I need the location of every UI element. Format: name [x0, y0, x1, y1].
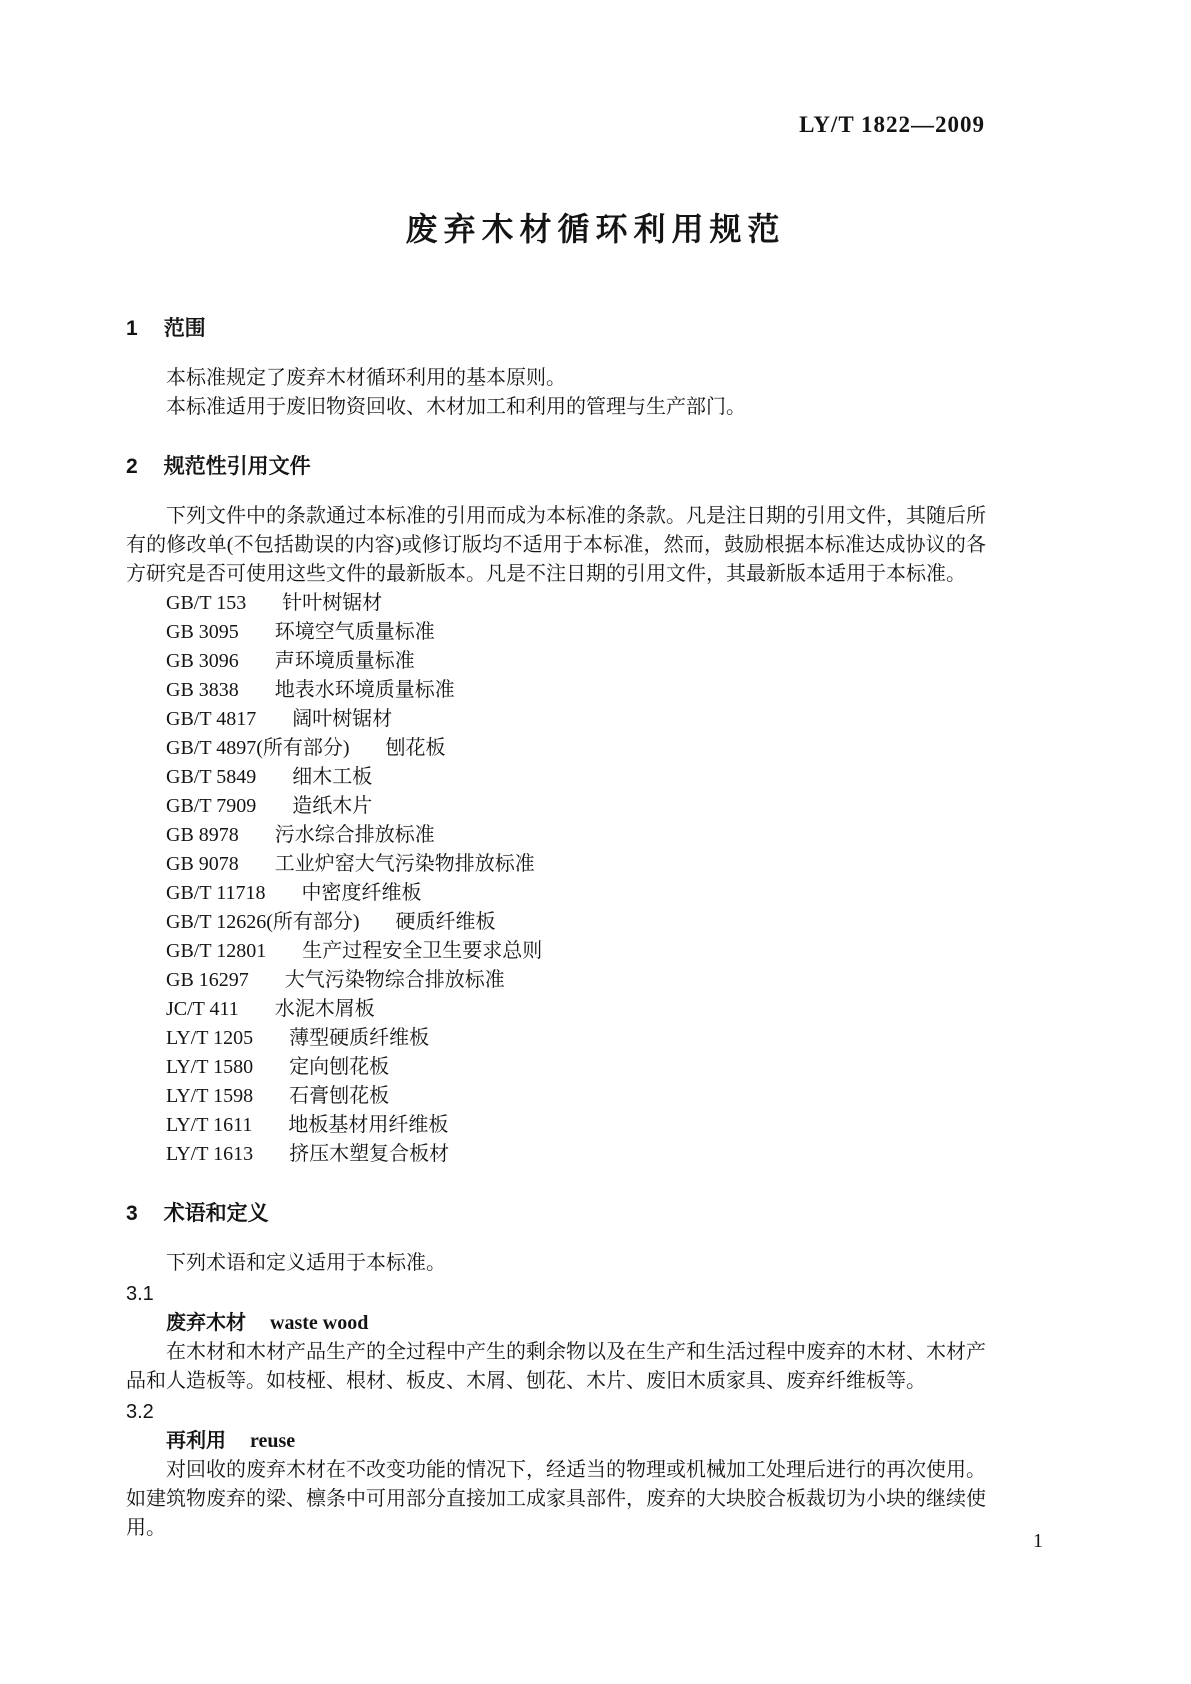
reference-code: GB/T 7909: [166, 795, 257, 817]
page-number: 1: [1033, 1530, 1043, 1552]
reference-title: 针叶树锯材: [282, 592, 383, 614]
reference-code: GB 8978: [166, 824, 239, 846]
standard-code: LY/T 1822—2009: [799, 112, 985, 137]
reference-item: [126, 995, 986, 1024]
section-number: 1: [126, 317, 138, 340]
reference-title: 细木工板: [292, 766, 373, 788]
term-entry: [126, 1280, 986, 1396]
section-number: 2: [126, 455, 138, 478]
reference-code: GB 9078: [166, 853, 239, 875]
terms-intro: 下列术语和定义适用于本标准。: [166, 1252, 446, 1274]
term-definition: 在木材和木材产品生产的全过程中产生的剩余物以及在生产和生活过程中废弃的木材、木材产品和人造板等。如枝桠、根材、板皮、木屑、刨花、木片、废旧木质家具、废弃纤维板等。: [126, 1341, 986, 1392]
reference-title: 水泥木屑板: [274, 998, 375, 1020]
section-heading-scope: [126, 316, 986, 342]
section-number: 3: [126, 1202, 138, 1225]
reference-code: JC/T 411: [166, 998, 239, 1020]
reference-code: GB 3838: [166, 679, 239, 701]
reference-item: [126, 792, 986, 821]
reference-item: [126, 879, 986, 908]
reference-item: [126, 1024, 986, 1053]
reference-code: LY/T 1580: [166, 1056, 254, 1078]
term-entry: [126, 1398, 986, 1543]
reference-title: 中密度纤维板: [301, 882, 422, 904]
term-title: [126, 1309, 986, 1338]
reference-title: 造纸木片: [292, 795, 373, 817]
reference-code: LY/T 1598: [166, 1085, 254, 1107]
term-number: 3.2: [126, 1401, 154, 1423]
reference-list: [126, 589, 986, 1169]
reference-title: 刨花板: [385, 737, 446, 759]
term-number: 3.1: [126, 1283, 154, 1305]
scope-paragraph: 本标准适用于废旧物资回收、木材加工和利用的管理与生产部门。: [166, 396, 746, 418]
reference-title: 定向刨花板: [289, 1056, 390, 1078]
reference-item: [126, 1053, 986, 1082]
document-title: 废弃木材循环利用规范: [405, 211, 786, 247]
reference-title: 生产过程安全卫生要求总则: [302, 940, 543, 962]
reference-item: [126, 618, 986, 647]
reference-item: [126, 734, 986, 763]
section-title: 规范性引用文件: [163, 455, 311, 478]
reference-title: 环境空气质量标准: [274, 621, 435, 643]
section-heading-terms: [126, 1201, 986, 1227]
scope-paragraph: 本标准规定了废弃木材循环利用的基本原则。: [166, 367, 566, 389]
reference-item: [126, 821, 986, 850]
term-english: waste wood: [270, 1312, 369, 1334]
reference-code: LY/T 1613: [166, 1143, 254, 1165]
normative-references-intro: 下列文件中的条款通过本标准的引用而成为本标准的条款。凡是注日期的引用文件，其随后所有的修改单(不包括勘误的内容)或修订版均不适用于本标准，然而，鼓励根据本标准达成协议的各方研究是否可使用这些文件的最新版本。凡是不注日期的引用文件，其最新版本适用于本标准。: [126, 505, 986, 585]
reference-item: [126, 966, 986, 995]
section-title: 范围: [163, 317, 206, 340]
document-body: [126, 316, 986, 1543]
reference-code: GB/T 5849: [166, 766, 257, 788]
reference-code: GB/T 11718: [166, 882, 266, 904]
reference-item: [126, 1140, 986, 1169]
reference-title: 地板基材用纤维板: [288, 1114, 449, 1136]
reference-code: GB/T 12801: [166, 940, 267, 962]
reference-item: [126, 705, 986, 734]
term-title: [126, 1427, 986, 1456]
reference-title: 挤压木塑复合板材: [289, 1143, 450, 1165]
reference-item: [126, 647, 986, 676]
reference-item: [126, 937, 986, 966]
reference-title: 大气污染物综合排放标准: [284, 969, 505, 991]
reference-code: GB 3095: [166, 621, 239, 643]
reference-item: [126, 908, 986, 937]
reference-title: 硬质纤维板: [395, 911, 496, 933]
reference-title: 阔叶树锯材: [292, 708, 393, 730]
reference-title: 地表水环境质量标准: [274, 679, 455, 701]
reference-title: 声环境质量标准: [274, 650, 415, 672]
reference-title: 工业炉窑大气污染物排放标准: [274, 853, 535, 875]
reference-title: 石膏刨花板: [289, 1085, 390, 1107]
reference-item: [126, 763, 986, 792]
reference-item: [126, 850, 986, 879]
term-english: reuse: [250, 1430, 296, 1452]
reference-code: GB/T 4817: [166, 708, 257, 730]
reference-code: GB/T 153: [166, 592, 247, 614]
section-heading-normative-references: [126, 454, 986, 480]
reference-title: 污水综合排放标准: [274, 824, 435, 846]
reference-item: [126, 1111, 986, 1140]
term-definition: 对回收的废弃木材在不改变功能的情况下，经适当的物理或机械加工处理后进行的再次使用。如建筑物废弃的梁、檩条中可用部分直接加工成家具部件，废弃的大块胶合板裁切为小块的继续使用。: [126, 1459, 986, 1539]
term-chinese: 再利用: [166, 1430, 226, 1452]
section-title: 术语和定义: [163, 1202, 269, 1225]
reference-code: LY/T 1611: [166, 1114, 253, 1136]
reference-item: [126, 1082, 986, 1111]
term-chinese: 废弃木材: [166, 1312, 246, 1334]
reference-item: [126, 676, 986, 705]
reference-code: GB 16297: [166, 969, 249, 991]
reference-code: GB/T 4897(所有部分): [166, 737, 350, 759]
reference-code: GB 3096: [166, 650, 239, 672]
reference-code: LY/T 1205: [166, 1027, 254, 1049]
reference-item: [126, 589, 986, 618]
reference-code: GB/T 12626(所有部分): [166, 911, 360, 933]
reference-title: 薄型硬质纤维板: [289, 1027, 430, 1049]
